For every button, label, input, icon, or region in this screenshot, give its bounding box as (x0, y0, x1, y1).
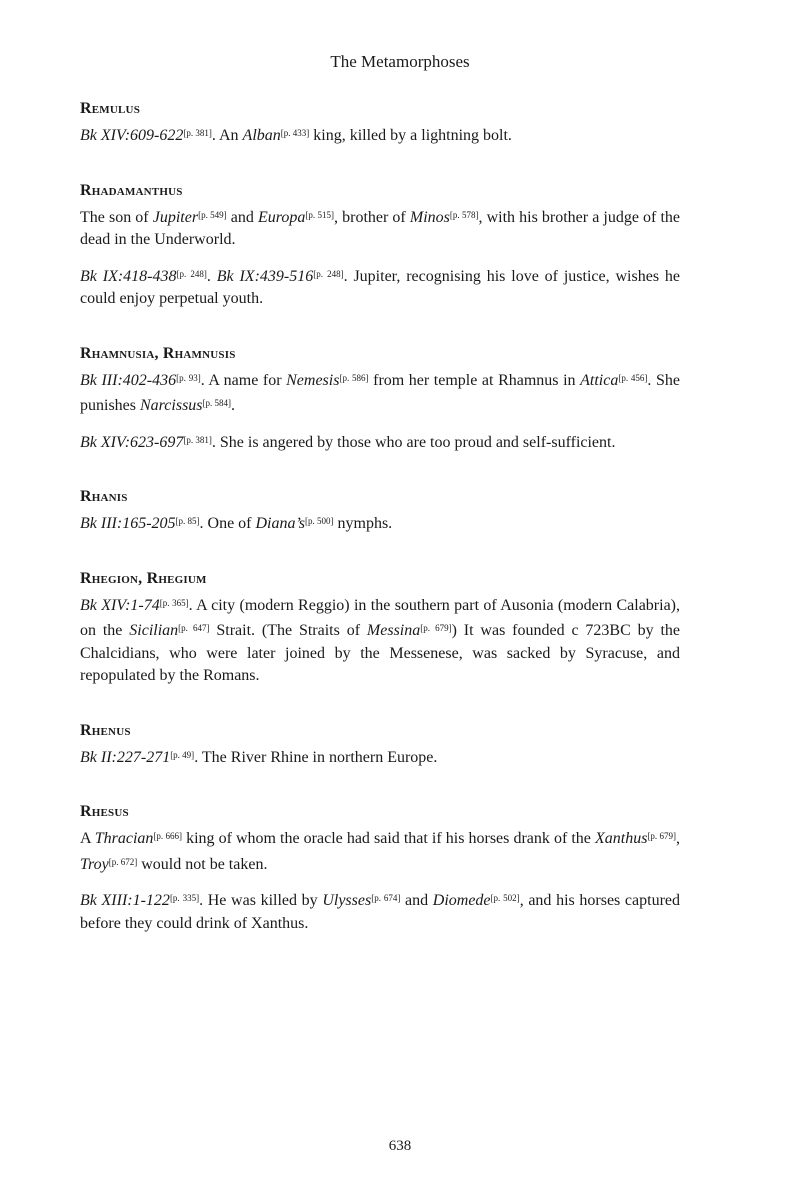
page-reference-link[interactable]: [p. 335] (169, 893, 200, 903)
entry-text: king, killed by a lightning bolt. (309, 127, 512, 144)
glossary-entry (80, 345, 680, 455)
entry-text: , brother of (334, 208, 410, 226)
entry-term: Rhanis (80, 488, 128, 505)
entry-term: Remulus (80, 100, 141, 117)
page-reference-link[interactable]: [p. 248] (313, 268, 344, 279)
entry-text: . (231, 397, 236, 414)
book-reference-link[interactable]: Bk XIV:609-622 (80, 127, 184, 144)
book-reference-link[interactable]: Bk II:227-271 (80, 748, 171, 766)
entry-text: . A name for (200, 371, 287, 389)
page-reference-link[interactable]: [p. 49] (170, 749, 195, 760)
book-reference-link[interactable]: Bk IX:439-516 (216, 267, 314, 285)
book-reference-link[interactable]: Messina (366, 622, 421, 639)
page-reference-link[interactable]: [p. 647] (178, 623, 210, 633)
page-reference-link[interactable]: [p. 93] (176, 372, 201, 383)
entry-text: . She is angered by those who are too proud and self-sufficient. (211, 433, 616, 451)
book-reference-link[interactable]: Jupiter (152, 208, 199, 226)
entry-term: Rhegion, Rhegium (80, 569, 207, 587)
glossary-entry (80, 488, 680, 536)
entry-text: . The River Rhine in northern Europe. (194, 748, 438, 766)
entry-text: king of whom the oracle had said that if his horses drank of the (182, 830, 595, 847)
book-reference-link[interactable]: Xanthus (594, 830, 648, 847)
book-reference-link[interactable]: Diana’s (255, 515, 305, 532)
page-number: 638 (388, 1138, 412, 1154)
book-reference-link[interactable]: Bk III:165-205 (80, 515, 176, 532)
book-reference-link[interactable]: Bk III:402-436 (80, 371, 177, 389)
page-reference-link[interactable]: [p. 248] (176, 268, 207, 279)
page-reference-link[interactable]: [p. 584] (202, 398, 232, 408)
entry-term: Rhesus (80, 803, 129, 820)
page-reference-link[interactable]: [p. 578] (449, 209, 479, 220)
book-reference-link[interactable]: Nemesis (286, 371, 340, 389)
entry-paragraph (80, 367, 680, 418)
page-reference-link[interactable]: [p. 679] (647, 831, 677, 841)
entry-text: . She punishes (80, 371, 681, 414)
entry-text: . A city (modern Reggio) in the southern part of Ausonia (modern Calabria), on the (80, 596, 681, 639)
book-reference-link[interactable]: Bk XIII:1-122 (80, 892, 170, 909)
glossary-entry (80, 803, 680, 935)
entry-text: Strait. (The Straits of (209, 622, 367, 639)
entry-text: , with his brother a judge of the dead in the Underworld. (80, 208, 681, 248)
page-reference-link[interactable]: [p. 586] (339, 372, 369, 383)
glossary-entry (80, 722, 680, 770)
entry-text: . An (211, 127, 243, 144)
book-reference-link[interactable]: Europa (258, 208, 306, 226)
book-reference-link[interactable]: Thracian (94, 830, 154, 847)
entry-text: from her temple at Rhamnus in (368, 371, 581, 389)
entry-paragraph (80, 429, 680, 455)
page-header: The Metamorphoses (330, 52, 470, 71)
entry-text: A (80, 830, 95, 847)
page-reference-link[interactable]: [p. 456] (618, 372, 648, 383)
book-reference-link[interactable]: Narcissus (140, 397, 203, 414)
page-reference-link[interactable]: [p. 381] (183, 128, 212, 138)
glossary-entry (80, 182, 680, 311)
glossary-entries (80, 100, 680, 969)
book-reference-link[interactable]: Bk XIV:1-74 (80, 596, 160, 614)
page-reference-link[interactable]: [p. 502] (490, 893, 520, 903)
book-reference-link[interactable]: Sicilian (129, 622, 179, 639)
book-reference-link[interactable]: Alban (242, 127, 281, 144)
entry-text: . He was killed by (199, 892, 323, 909)
entry-text: . (206, 267, 217, 285)
glossary-entry (80, 570, 680, 688)
entry-text: . One of (199, 515, 256, 532)
book-reference-link[interactable]: Bk XIV:623-697 (80, 433, 184, 451)
page-reference-link[interactable]: [p. 500] (305, 516, 334, 526)
entry-text: , and his horses captured before they could drink of Xanthus. (80, 892, 681, 932)
page-reference-link[interactable]: [p. 672] (108, 856, 138, 867)
entry-paragraph (80, 592, 680, 688)
entry-text: would not be taken. (137, 855, 268, 873)
page-reference-link[interactable]: [p. 85] (175, 516, 200, 526)
book-reference-link[interactable]: Troy (80, 855, 109, 873)
page-reference-link[interactable]: [p. 679] (420, 623, 452, 633)
entry-term: Rhenus (80, 721, 131, 739)
book-reference-link[interactable]: Ulysses (322, 892, 372, 909)
entry-text: The son of (80, 208, 153, 226)
book-reference-link[interactable]: Bk IX:418-438 (80, 267, 177, 285)
entry-paragraph (80, 825, 680, 876)
entry-paragraph (80, 204, 680, 252)
page-reference-link[interactable]: [p. 674] (371, 893, 401, 903)
page-reference-link[interactable]: [p. 549] (198, 209, 227, 220)
book-reference-link[interactable]: Diomede (432, 892, 491, 909)
entry-text: ) It was founded c 723BC by the Chalcidians, who were later joined by the Messenese, was sacked by Syracuse, and repopulated by the Romans. (80, 622, 681, 684)
entry-paragraph (80, 263, 680, 311)
entry-text: , (676, 830, 681, 847)
entry-paragraph (80, 510, 680, 536)
book-reference-link[interactable]: Attica (580, 371, 619, 389)
page-reference-link[interactable]: [p. 433] (280, 128, 310, 138)
entry-text: and (226, 208, 258, 226)
page-reference-link[interactable]: [p. 365] (159, 597, 189, 608)
entry-term: Rhamnusia, Rhamnusis (80, 344, 236, 362)
book-reference-link[interactable]: Minos (409, 208, 450, 226)
entry-paragraph (80, 744, 680, 770)
entry-term: Rhadamanthus (80, 181, 183, 199)
entry-text: nymphs. (333, 515, 393, 532)
entry-text: and (400, 892, 433, 909)
entry-paragraph (80, 887, 680, 935)
entry-paragraph (80, 122, 680, 148)
entry-text: . Jupiter, recognising his love of justice, wishes he could enjoy perpetual youth. (80, 267, 681, 307)
page-reference-link[interactable]: [p. 381] (183, 434, 212, 445)
page-reference-link[interactable]: [p. 666] (153, 831, 182, 841)
page-reference-link[interactable]: [p. 515] (305, 209, 335, 220)
glossary-entry (80, 100, 680, 148)
